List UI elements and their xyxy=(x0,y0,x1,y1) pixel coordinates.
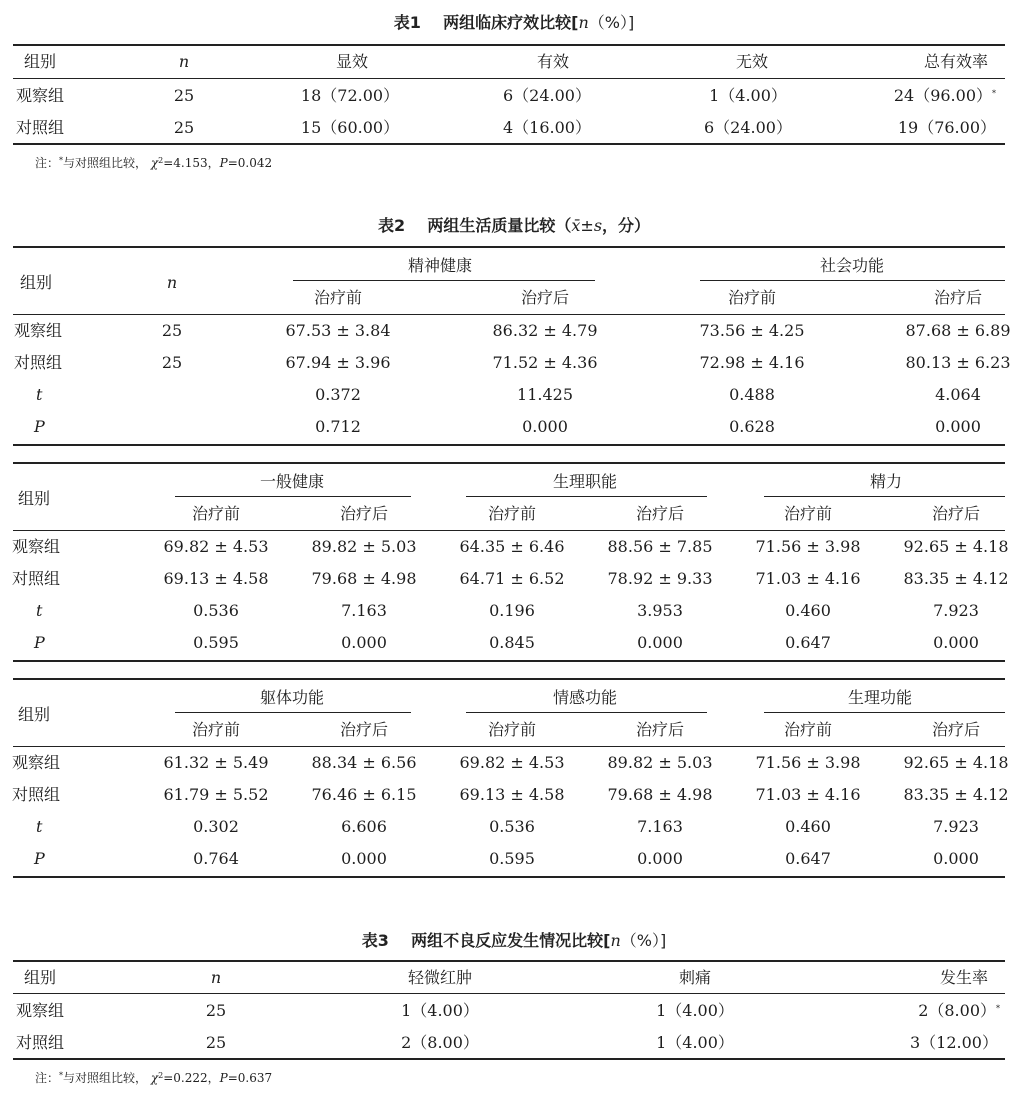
table2a-group-rule xyxy=(700,280,1005,281)
table2b-row-label: 对照组 xyxy=(12,569,61,588)
table1-header-rule xyxy=(13,78,1005,79)
table2b-group-rule xyxy=(466,496,707,497)
table1-number: 表1 xyxy=(393,13,421,32)
chi-exponent: 2 xyxy=(158,156,164,165)
table2b-cell: 71.56 ± 3.98 xyxy=(755,537,861,556)
table2a-row-label: 对照组 xyxy=(14,353,63,372)
table2c-bottom-rule xyxy=(13,876,1005,878)
table3-note xyxy=(35,1070,272,1086)
table3-header-n: n xyxy=(210,968,222,987)
table2c-cell: 88.34 ± 6.56 xyxy=(311,753,417,772)
table2c-cell: 71.56 ± 3.98 xyxy=(755,753,861,772)
table1-title-text: 两组临床疗效比较[ xyxy=(443,13,579,32)
table3-header-swelling: 轻微红肿 xyxy=(407,968,473,987)
note-text: 与对照组比较， xyxy=(63,1071,148,1085)
table2-title xyxy=(0,213,1028,236)
table2c-cell: 69.82 ± 4.53 xyxy=(459,753,565,772)
table2b-cell: 64.71 ± 6.52 xyxy=(459,569,565,588)
table2a-group-header: 精神健康 xyxy=(407,256,473,275)
chi-exponent: 2 xyxy=(158,1071,164,1080)
table1-cell-total xyxy=(894,86,996,106)
table2a-cell: 25 xyxy=(161,353,183,372)
table2b-cell: 3.953 xyxy=(637,601,683,620)
table2c-cell: 79.68 ± 4.98 xyxy=(607,785,713,804)
table2c-cell: 0.647 xyxy=(785,849,831,868)
table2b-cell: 79.68 ± 4.98 xyxy=(311,569,417,588)
table2b-cell: 83.35 ± 4.12 xyxy=(903,569,1009,588)
table2b-header-group: 组别 xyxy=(18,489,51,508)
table2c-subheader: 治疗后 xyxy=(339,720,389,739)
table2a-subheader: 治疗后 xyxy=(933,288,983,307)
table2b-cell: 0.196 xyxy=(489,601,535,620)
table2a-subheader: 治疗前 xyxy=(727,288,777,307)
table1-row-label: 对照组 xyxy=(16,118,65,137)
table2b-cell: 0.647 xyxy=(785,633,831,652)
p-symbol: P xyxy=(219,1071,228,1085)
table2b-subheader: 治疗前 xyxy=(487,504,537,523)
table1-cell: 1（4.00） xyxy=(709,86,787,105)
table2b-group-header: 精力 xyxy=(869,472,903,491)
table2b-subheader: 治疗前 xyxy=(783,504,833,523)
table3-cell-rate-value: 2（8.00） xyxy=(918,1001,996,1020)
table2b-subheader: 治疗后 xyxy=(931,504,981,523)
table2c-subheader: 治疗前 xyxy=(783,720,833,739)
table3-cell: 3（12.00） xyxy=(910,1033,998,1052)
table2c-subheader: 治疗前 xyxy=(191,720,241,739)
table2b-cell: 0.845 xyxy=(489,633,535,652)
table2a-header-rule xyxy=(13,314,1005,315)
table2a-cell: 67.94 ± 3.96 xyxy=(285,353,391,372)
table2c-cell: 89.82 ± 5.03 xyxy=(607,753,713,772)
table2a-cell: 86.32 ± 4.79 xyxy=(492,321,598,340)
table2a-subheader: 治疗前 xyxy=(313,288,363,307)
table2a-row-label: 观察组 xyxy=(14,321,63,340)
table3-row-label: 对照组 xyxy=(16,1033,65,1052)
p-symbol: P xyxy=(219,156,228,170)
table2c-group-rule xyxy=(466,712,707,713)
table2b-cell: 0.595 xyxy=(193,633,239,652)
table2b-cell: 89.82 ± 5.03 xyxy=(311,537,417,556)
table2b-cell: 88.56 ± 7.85 xyxy=(607,537,713,556)
table2c-row-label-p: P xyxy=(34,849,45,868)
table3-header-rate: 发生率 xyxy=(939,968,988,987)
table2c-cell: 83.35 ± 4.12 xyxy=(903,785,1009,804)
table2c-cell: 76.46 ± 6.15 xyxy=(311,785,417,804)
table2b-row-label-p: P xyxy=(34,633,45,652)
table2b-group-header: 生理职能 xyxy=(552,472,618,491)
plus-minus-symbol: ± xyxy=(580,216,594,235)
table2c-cell: 0.460 xyxy=(785,817,831,836)
table1-cell-total-value: 24（96.00） xyxy=(893,86,992,105)
table2a-cell: 4.064 xyxy=(935,385,981,404)
table2c-cell: 0.302 xyxy=(193,817,239,836)
note-prefix: 注： xyxy=(35,156,60,170)
table2a-cell: 0.000 xyxy=(935,417,981,436)
table2a-cell: 0.628 xyxy=(729,417,775,436)
table1-title xyxy=(0,10,1028,33)
note-text: 与对照组比较， xyxy=(63,156,148,170)
table2b-cell: 69.13 ± 4.58 xyxy=(163,569,269,588)
table1-cell: 4（16.00） xyxy=(503,118,591,137)
table2c-group-header: 躯体功能 xyxy=(259,688,325,707)
table1-header-effective: 有效 xyxy=(536,52,570,71)
table1-header-ineffective: 无效 xyxy=(735,52,769,71)
table2-title-text: 两组生活质量比较（ xyxy=(427,216,572,235)
table2c-cell: 7.163 xyxy=(637,817,683,836)
table2b-row-label: 观察组 xyxy=(12,537,61,556)
table1-header-marked: 显效 xyxy=(335,52,369,71)
table2b-cell: 78.92 ± 9.33 xyxy=(607,569,713,588)
table2a-top-rule xyxy=(13,246,1005,248)
mean-symbol: x̄ xyxy=(571,216,581,235)
table2b-subheader: 治疗后 xyxy=(339,504,389,523)
table2a-group-header: 社会功能 xyxy=(819,256,885,275)
table1-cell: 25 xyxy=(173,118,195,137)
significance-mark: * xyxy=(59,156,64,165)
table2c-row-label: 对照组 xyxy=(12,785,61,804)
table3-title-suffix: （%）] xyxy=(620,931,667,950)
table2c-subheader: 治疗后 xyxy=(931,720,981,739)
table2a-cell: 73.56 ± 4.25 xyxy=(699,321,805,340)
table2a-cell: 0.000 xyxy=(522,417,568,436)
table2b-cell: 0.000 xyxy=(341,633,387,652)
table3-cell: 1（4.00） xyxy=(401,1001,479,1020)
table3-cell: 1（4.00） xyxy=(656,1001,734,1020)
table2b-cell: 7.923 xyxy=(933,601,979,620)
table2c-cell: 92.65 ± 4.18 xyxy=(903,753,1009,772)
table1-header-n: n xyxy=(178,52,190,71)
table2b-cell: 69.82 ± 4.53 xyxy=(163,537,269,556)
table3-cell: 1（4.00） xyxy=(656,1033,734,1052)
table2a-cell: 25 xyxy=(161,321,183,340)
table2b-cell: 0.000 xyxy=(637,633,683,652)
table2c-cell: 61.79 ± 5.52 xyxy=(163,785,269,804)
table1-bottom-rule xyxy=(13,143,1005,145)
table2c-subheader: 治疗前 xyxy=(487,720,537,739)
table3-header-rule xyxy=(13,993,1005,994)
table1-title-n: n xyxy=(578,13,589,32)
table2c-header-rule xyxy=(13,746,1005,747)
p-value: =0.637 xyxy=(227,1071,273,1085)
table2b-cell: 92.65 ± 4.18 xyxy=(903,537,1009,556)
table2c-top-rule xyxy=(13,678,1005,680)
table2c-cell: 0.595 xyxy=(489,849,535,868)
table2b-cell: 71.03 ± 4.16 xyxy=(755,569,861,588)
table3-number: 表3 xyxy=(361,931,389,950)
table2b-cell: 0.536 xyxy=(193,601,239,620)
table2c-cell: 0.000 xyxy=(637,849,683,868)
table2a-row-label-t: t xyxy=(36,385,43,404)
table2b-top-rule xyxy=(13,462,1005,464)
table2a-group-rule xyxy=(293,280,595,281)
significance-mark: * xyxy=(996,1004,1000,1013)
table3-header-pain: 刺痛 xyxy=(678,968,712,987)
table2a-cell: 72.98 ± 4.16 xyxy=(699,353,805,372)
table3-header-group: 组别 xyxy=(24,968,57,987)
sd-symbol: s xyxy=(593,216,603,235)
table2c-group-rule xyxy=(175,712,411,713)
table2c-cell: 0.536 xyxy=(489,817,535,836)
significance-mark: * xyxy=(992,89,996,98)
table1-header-total: 总有效率 xyxy=(923,52,988,71)
table2b-group-rule xyxy=(175,496,411,497)
table1-cell: 6（24.00） xyxy=(704,118,792,137)
table1-cell: 25 xyxy=(173,86,195,105)
table2a-cell: 0.488 xyxy=(729,385,775,404)
table2a-cell: 11.425 xyxy=(517,385,573,404)
chi-value: =4.153， xyxy=(163,156,220,170)
table2b-cell: 0.460 xyxy=(785,601,831,620)
table2a-header-n: n xyxy=(166,273,178,292)
table2b-cell: 64.35 ± 6.46 xyxy=(459,537,565,556)
table1-cell: 15（60.00） xyxy=(300,118,400,137)
table2b-cell: 0.000 xyxy=(933,633,979,652)
table3-title xyxy=(0,928,1028,951)
table2b-header-rule xyxy=(13,530,1005,531)
table1-row-label: 观察组 xyxy=(16,86,65,105)
table2c-group-header: 生理功能 xyxy=(847,688,913,707)
table3-cell: 25 xyxy=(205,1033,227,1052)
table2c-cell: 71.03 ± 4.16 xyxy=(755,785,861,804)
table2c-cell: 0.764 xyxy=(193,849,239,868)
table2a-cell: 0.712 xyxy=(315,417,361,436)
table2a-cell: 80.13 ± 6.23 xyxy=(905,353,1011,372)
table2b-subheader: 治疗前 xyxy=(191,504,241,523)
table1-header-group: 组别 xyxy=(24,52,57,71)
chi-symbol: χ xyxy=(150,1071,159,1085)
table2c-header-group: 组别 xyxy=(18,705,51,724)
table2a-bottom-rule xyxy=(13,444,1005,446)
table3-cell-rate xyxy=(918,1001,1000,1021)
table1-title-suffix: （%）] xyxy=(588,13,635,32)
table3-cell: 25 xyxy=(205,1001,227,1020)
table2c-cell: 0.000 xyxy=(933,849,979,868)
table2c-cell: 7.923 xyxy=(933,817,979,836)
table2-number: 表2 xyxy=(377,216,406,235)
table1-note xyxy=(35,155,272,171)
table2c-group-header: 情感功能 xyxy=(552,688,618,707)
table2c-cell: 6.606 xyxy=(341,817,387,836)
table3-title-n: n xyxy=(610,931,621,950)
table2a-cell: 0.372 xyxy=(315,385,361,404)
table1-cell: 18（72.00） xyxy=(300,86,400,105)
chi-value: =0.222， xyxy=(163,1071,220,1085)
table3-bottom-rule xyxy=(13,1058,1005,1060)
table2c-cell: 69.13 ± 4.58 xyxy=(459,785,565,804)
table2b-cell: 7.163 xyxy=(341,601,387,620)
table2c-row-label-t: t xyxy=(36,817,43,836)
note-prefix: 注： xyxy=(35,1071,60,1085)
table2b-bottom-rule xyxy=(13,660,1005,662)
table2a-cell: 67.53 ± 3.84 xyxy=(285,321,391,340)
table2a-subheader: 治疗后 xyxy=(520,288,570,307)
table2b-group-rule xyxy=(764,496,1005,497)
significance-mark: * xyxy=(59,1071,64,1080)
table3-title-text: 两组不良反应发生情况比较[ xyxy=(411,931,611,950)
table1-cell: 19（76.00） xyxy=(897,118,996,137)
table3-row-label: 观察组 xyxy=(16,1001,65,1020)
table2c-cell: 61.32 ± 5.49 xyxy=(163,753,269,772)
table3-top-rule xyxy=(13,960,1005,962)
table2-title-suffix: ，分） xyxy=(602,216,651,235)
table2a-row-label-p: P xyxy=(34,417,45,436)
table2c-group-rule xyxy=(764,712,1005,713)
table2b-group-header: 一般健康 xyxy=(259,472,325,491)
table2c-row-label: 观察组 xyxy=(12,753,61,772)
table1-cell: 6（24.00） xyxy=(503,86,591,105)
table2c-subheader: 治疗后 xyxy=(635,720,685,739)
table2b-subheader: 治疗后 xyxy=(635,504,685,523)
p-value: =0.042 xyxy=(227,156,273,170)
table2a-header-group: 组别 xyxy=(20,273,53,292)
table2b-row-label-t: t xyxy=(36,601,43,620)
chi-symbol: χ xyxy=(150,156,159,170)
table2a-cell: 71.52 ± 4.36 xyxy=(492,353,598,372)
table3-cell: 2（8.00） xyxy=(401,1033,479,1052)
table1-top-rule xyxy=(13,44,1005,46)
table2c-cell: 0.000 xyxy=(341,849,387,868)
table2a-cell: 87.68 ± 6.89 xyxy=(905,321,1011,340)
